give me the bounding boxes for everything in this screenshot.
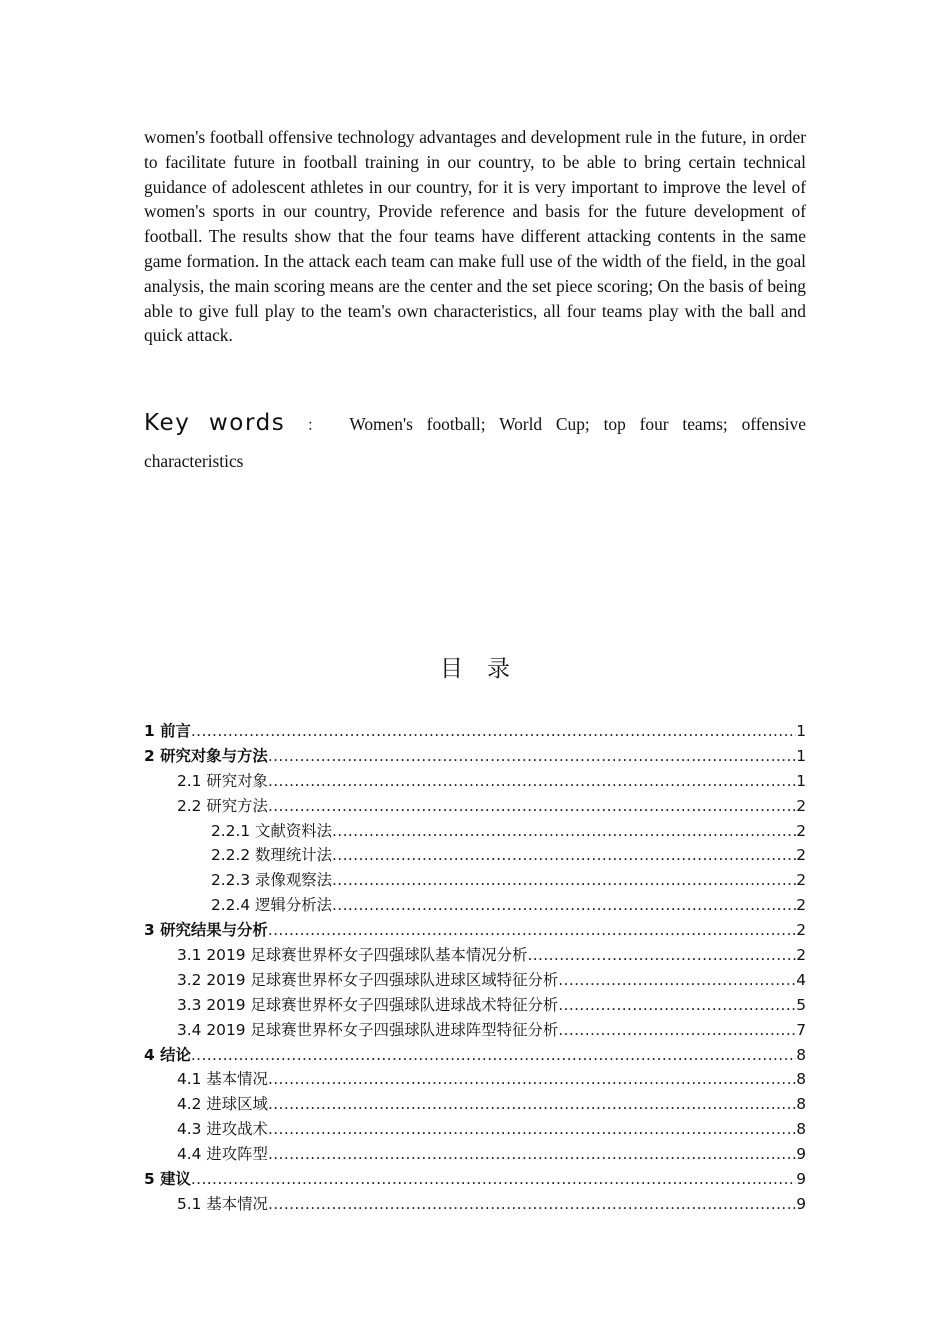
- toc-entry[interactable]: [144, 794, 806, 819]
- toc-dot-leader: [332, 868, 796, 893]
- toc-page-number: 1: [796, 722, 806, 740]
- toc-entry-title: 2.2.1 文献资料法: [211, 821, 333, 840]
- toc-entry-title: 5.1 基本情况: [177, 1194, 268, 1213]
- abstract-paragraph: women's football offensive technology advantages and development rule in the future, in order to facilitate future in football training in our country, to be able to bring certain technical guidance of adolescent athletes in our country, for it is very important to improve the level of women's sports in our country, Provide reference and basis for the future development of football. The results show that the four teams have different attacking contents in the same game formation. In the attack each team can make full use of the width of the field, in the goal analysis, the main scoring means are the center and the set piece scoring; On the basis of being able to give full play to the team's own characteristics, all four teams play with the ball and quick attack.: [144, 127, 806, 346]
- toc-entry[interactable]: [144, 843, 806, 868]
- table-of-contents: [144, 719, 806, 1217]
- toc-entry[interactable]: [144, 1043, 806, 1068]
- toc-dot-leader: [268, 794, 796, 819]
- toc-dot-leader: [527, 943, 796, 968]
- toc-dot-leader: [332, 893, 796, 918]
- toc-entry-title: 3.2 2019 足球赛世界杯女子四强球队进球区域特征分析: [177, 970, 559, 989]
- toc-page-number: 9: [796, 1145, 806, 1164]
- toc-entry-title: 4.1 基本情况: [177, 1070, 268, 1089]
- toc-entry-title: 2.1 研究对象: [177, 771, 268, 790]
- toc-page-number: 2: [796, 796, 806, 815]
- toc-entry-title: 4 结论: [144, 1045, 191, 1064]
- toc-dot-leader: [268, 1142, 796, 1167]
- toc-entry[interactable]: [144, 719, 806, 744]
- toc-dot-leader: [191, 719, 796, 744]
- toc-entry-title: 2.2.4 逻辑分析法: [211, 896, 333, 915]
- toc-entry[interactable]: [144, 943, 806, 968]
- toc-entry[interactable]: [144, 1142, 806, 1167]
- toc-entry[interactable]: [144, 1192, 806, 1217]
- toc-page-number: 2: [796, 896, 806, 915]
- toc-entry[interactable]: [144, 744, 806, 769]
- toc-dot-leader: [268, 1192, 796, 1217]
- toc-entry-title: 4.3 进攻战术: [177, 1120, 268, 1139]
- toc-dot-leader: [191, 1043, 796, 1068]
- keywords-label: Key words: [144, 410, 286, 436]
- keywords-line: [144, 405, 806, 479]
- toc-entry-title: 2.2 研究方法: [177, 796, 268, 815]
- toc-dot-leader: [332, 843, 796, 868]
- toc-page-number: 2: [796, 871, 806, 890]
- toc-entry[interactable]: [144, 918, 806, 943]
- toc-entry-title: 2.2.3 录像观察法: [211, 871, 333, 890]
- toc-entry[interactable]: [144, 819, 806, 844]
- toc-dot-leader: [268, 769, 796, 794]
- toc-entry-title: 4.2 进球区域: [177, 1095, 268, 1114]
- toc-entry[interactable]: [144, 993, 806, 1018]
- toc-page-number: 8: [796, 1120, 806, 1139]
- toc-dot-leader: [191, 1167, 796, 1192]
- toc-page-number: 2: [796, 946, 806, 965]
- toc-entry[interactable]: [144, 893, 806, 918]
- toc-dot-leader: [268, 744, 796, 769]
- toc-page-number: 2: [796, 846, 806, 865]
- toc-entry[interactable]: [144, 868, 806, 893]
- toc-entry-title: 2.2.2 数理统计法: [211, 846, 333, 865]
- toc-page-number: 1: [796, 746, 806, 765]
- toc-title: 目录: [440, 656, 534, 682]
- toc-dot-leader: [268, 1067, 796, 1092]
- toc-entry-title: 1 前言: [144, 722, 191, 740]
- toc-entry-title: 2 研究对象与方法: [144, 746, 268, 765]
- toc-entry[interactable]: [144, 1067, 806, 1092]
- toc-page-number: 5: [796, 995, 806, 1014]
- toc-entry[interactable]: [144, 769, 806, 794]
- toc-page-number: 1: [796, 771, 806, 790]
- toc-entry[interactable]: [144, 1018, 806, 1043]
- toc-dot-leader: [558, 968, 796, 993]
- toc-dot-leader: [268, 1092, 796, 1117]
- toc-page-number: 9: [796, 1194, 806, 1213]
- toc-entry-title: 3 研究结果与分析: [144, 921, 268, 940]
- toc-page-number: 4: [796, 970, 806, 989]
- toc-entry-title: 3.1 2019 足球赛世界杯女子四强球队基本情况分析: [177, 946, 528, 965]
- toc-entry[interactable]: [144, 1167, 806, 1192]
- toc-dot-leader: [558, 993, 796, 1018]
- toc-page-number: 8: [796, 1070, 806, 1089]
- toc-dot-leader: [558, 1018, 796, 1043]
- toc-page-number: 8: [796, 1045, 806, 1064]
- toc-dot-leader: [268, 918, 796, 943]
- toc-entry[interactable]: [144, 968, 806, 993]
- toc-page-number: 7: [796, 1020, 806, 1039]
- toc-page-number: 2: [796, 921, 806, 940]
- toc-entry-title: 4.4 进攻阵型: [177, 1145, 268, 1164]
- keywords-text: Women's football; World Cup; top four teams; offensive characteristics: [144, 414, 806, 471]
- toc-page-number: 9: [796, 1170, 806, 1189]
- toc-dot-leader: [268, 1117, 796, 1142]
- toc-page-number: 2: [796, 821, 806, 840]
- toc-dot-leader: [332, 819, 796, 844]
- toc-page-number: 8: [796, 1095, 806, 1114]
- toc-entry[interactable]: [144, 1092, 806, 1117]
- keywords-colon: ：: [297, 416, 332, 434]
- toc-entry-title: 5 建议: [144, 1170, 191, 1189]
- toc-entry-title: 3.4 2019 足球赛世界杯女子四强球队进球阵型特征分析: [177, 1020, 559, 1039]
- toc-entry[interactable]: [144, 1117, 806, 1142]
- toc-entry-title: 3.3 2019 足球赛世界杯女子四强球队进球战术特征分析: [177, 995, 559, 1014]
